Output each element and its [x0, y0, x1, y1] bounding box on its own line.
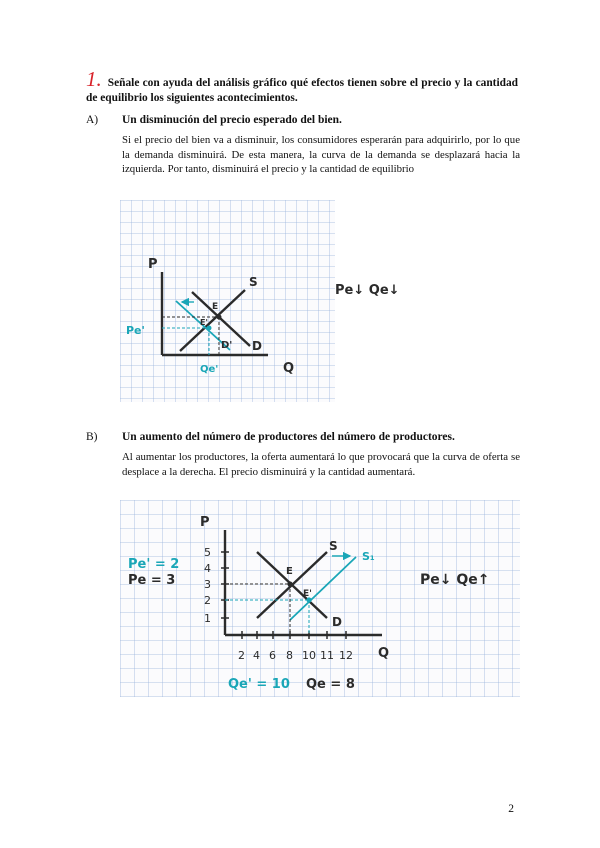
pe2-label: Pe' [126, 324, 145, 337]
section-a-letter: A) [86, 114, 99, 126]
figure-b [120, 500, 520, 697]
figure-a-graph [120, 200, 335, 402]
pe-value-label: Pe = 3 [128, 573, 176, 588]
y-tick-4: 4 [204, 562, 211, 575]
x-tick-11: 11 [320, 649, 334, 662]
figure-a-result: Pe↓ Qe↓ [335, 283, 400, 298]
figure-b-graph [120, 500, 520, 697]
y-tick-3: 3 [204, 578, 211, 591]
qe-value-label: Qe = 8 [306, 677, 355, 692]
section-b-letter: B) [86, 431, 98, 443]
equilibrium-label: E [212, 302, 219, 312]
equilibrium-label: E [286, 566, 293, 577]
supply-label: S [249, 275, 258, 289]
section-a-paragraph: Si el precio del bien va a disminuir, los consumidores esperarán para adquirirlo, por lo que la demanda disminuirá. De esta manera, la curva de la demanda se desplazará hacia la izquierda. Por tanto, disminuirá el precio y la cantidad de equilibrio [122, 134, 520, 176]
axis-q-label: Q [283, 361, 295, 376]
supply-shifted-label: S₁ [362, 550, 375, 563]
section-a-title: Un disminución del precio esperado del bien. [122, 114, 342, 126]
x-tick-10: 10 [302, 649, 316, 662]
x-tick-12: 12 [339, 649, 353, 662]
x-tick-6: 6 [269, 649, 276, 662]
y-tick-5: 5 [204, 546, 211, 559]
new-equilibrium-label: E' [303, 589, 312, 599]
grid-background [120, 500, 520, 697]
question-heading [86, 67, 518, 106]
supply-label: S [329, 539, 338, 553]
y-tick-2: 2 [204, 594, 211, 607]
axis-q-label: Q [378, 646, 390, 661]
section-b-title: Un aumento del número de productores del número de productores. [122, 431, 455, 443]
question-text: Señale con ayuda del análisis gráfico qué efectos tienen sobre el precio y la cantidad de equilibrio los siguientes acontecimientos. [86, 77, 518, 104]
pe2-value-label: Pe' = 2 [128, 557, 180, 572]
y-tick-1: 1 [204, 612, 211, 625]
section-b-paragraph: Al aumentar los productores, la oferta aumentará lo que provocará que la curva de oferta se desplace a la derecha. El precio disminuirá y la cantidad aumentará. [122, 451, 520, 478]
axis-p-label: P [200, 515, 210, 530]
x-tick-8: 8 [286, 649, 293, 662]
x-tick-4: 4 [253, 649, 260, 662]
demand-shifted-label: D' [221, 340, 233, 351]
demand-label: D [332, 615, 342, 629]
figure-a [120, 200, 335, 402]
qe2-value-label: Qe' = 10 [228, 677, 290, 692]
demand-label: D [252, 339, 262, 353]
new-equilibrium-label: E' [200, 318, 208, 327]
x-tick-2: 2 [238, 649, 245, 662]
qe2-label: Qe' [200, 364, 219, 375]
page-number: 2 [508, 803, 514, 815]
axis-p-label: P [148, 257, 158, 272]
question-number: 1. [86, 67, 102, 91]
figure-b-result: Pe↓ Qe↑ [420, 572, 490, 588]
grid-background [120, 200, 335, 402]
